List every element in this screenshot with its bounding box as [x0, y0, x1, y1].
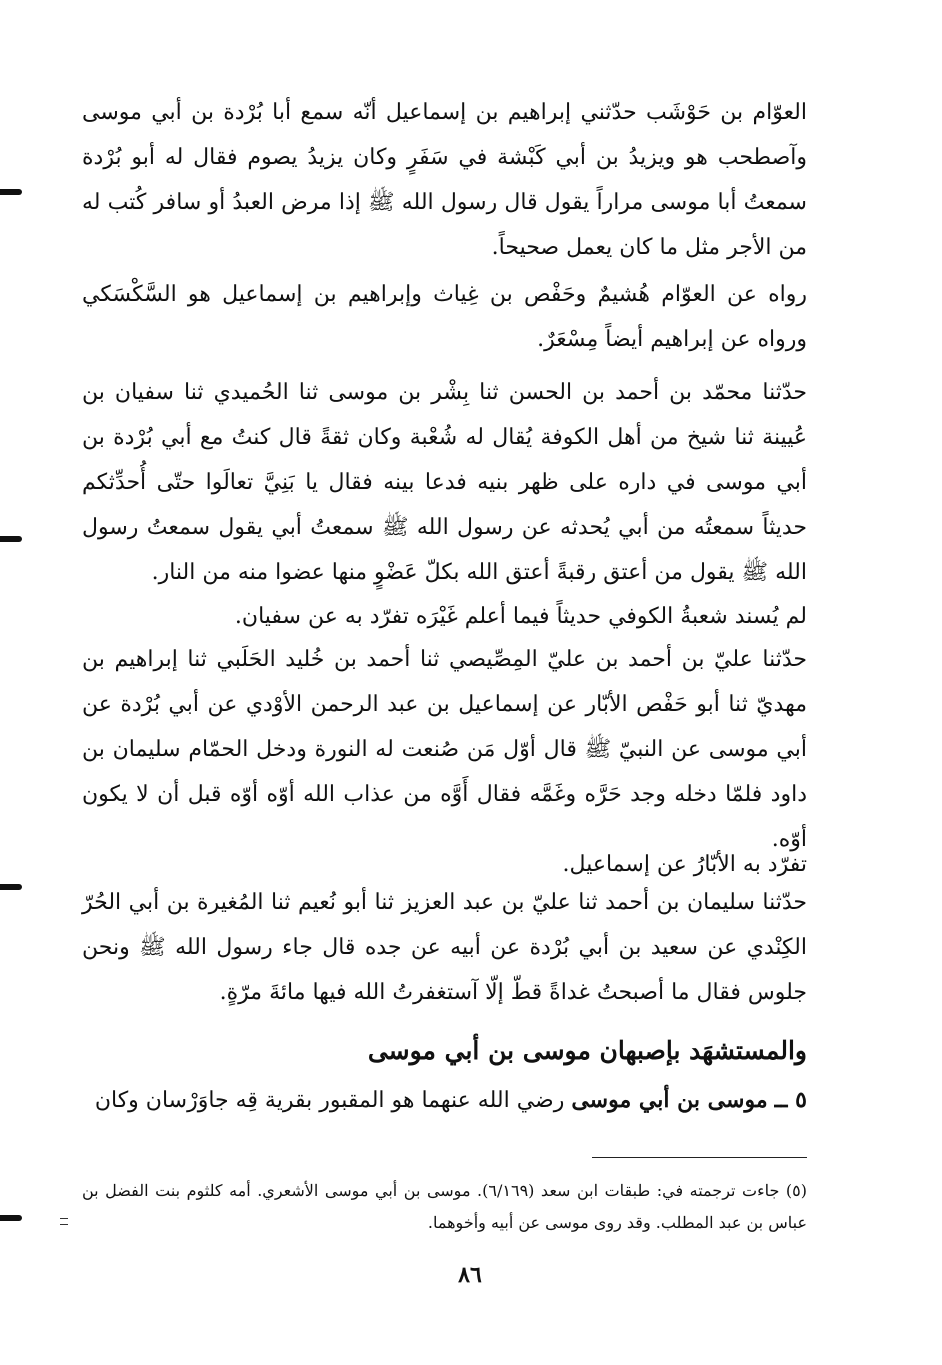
margin-mark — [60, 1218, 68, 1225]
paragraph-hadith-3: حدّثنا عليّ بن أحمد بن عليّ المِصِّيصي ثنا أحمد بن خُليد الحَلَبي ثنا إبراهيم بن مهديّ ثنا أبو حَفْص الأبّار عن إسماعيل بن عبد الرحمن الأوْدي عن أبي بُرْدة عن أبي موسى عن النبيّ ﷺ قال أوّل مَن صُنعت له النورة ودخل الحمّام سليمان بن داود فلمّا دخله وجد حَرَّه وغَمَّه فقال أَوَّه من عذاب الله أوّه أوّه قبل أن لا يكون أوّه. — [82, 647, 807, 852]
binding-mark — [0, 884, 22, 890]
binding-mark — [0, 1215, 22, 1221]
section-heading: والمستشهَد بإصبهان موسى بن أبي موسى — [367, 1036, 807, 1065]
entry-number: ٥ ــ — [774, 1087, 807, 1113]
biography-entry — [82, 1078, 807, 1123]
paragraph-narration-note: رواه عن العوّام هُشيمٌ وحَفْص بن غِياث وإبراهيم بن إسماعيل هو السَّكْسَكي ورواه عن إبراهيم أيضاً مِسْعَرٌ. — [82, 282, 807, 352]
footnote: (٥) جاءت ترجمته في: طبقات ابن سعد (٦/١٦٩). موسى بن أبي موسى الأشعري. أمه كلثوم بنت الفضل بن عباس بن عبد المطلب. وقد روى موسى عن أبيه وأخوهما. — [82, 1181, 807, 1232]
binding-mark — [0, 536, 22, 542]
paragraph-isnad-note: لم يُسند شعبةُ الكوفي حديثاً فيما أعلم غَيْرَه تفرّد به عن سفيان. — [234, 604, 807, 629]
page-number: ٨٦ — [458, 1262, 482, 1288]
entry-name: موسى بن أبي موسى — [571, 1087, 768, 1113]
footnote-divider — [592, 1157, 807, 1158]
entry-text: رضي الله عنهما هو المقبور بقرية قِه جاوَرْسان وكان — [94, 1088, 565, 1113]
paragraph-hadith-2: حدّثنا محمّد بن أحمد بن الحسن ثنا بِشْر بن موسى ثنا الحُميدي ثنا سفيان بن عُيينة ثنا شيخ من أهل الكوفة يُقال له شُعْبة وكان ثقةً قال كنتُ مع أبي بُرْدة بن أبي موسى في داره على ظهر بنيه فدعا بينه فقال يا بَنِيَّ تعالَوا حتّى أُحدِّثكم حديثاً سمعتُه من أبي يُحدثه عن رسول الله ﷺ سمعتُ أبي يقول سمعتُ رسول الله ﷺ يقول من أعتق رقبةً أعتق الله بكلّ عَضْوٍ منها عضوا منه من النار. — [82, 380, 807, 585]
paragraph-tafarrud-note: تفرّد به الأبّارُ عن إسماعيل. — [562, 852, 807, 877]
binding-mark — [0, 189, 22, 195]
paragraph-hadith-4: حدّثنا سليمان بن أحمد ثنا عليّ بن عبد العزيز ثنا أبو نُعيم ثنا المُغيرة بن أبي الحُرّ الكِنْدي عن سعيد بن أبي بُرْدة عن أبيه عن جده قال جاء رسول الله ﷺ ونحن جلوس فقال ما أصبحتُ غداةً قطّ إلّا آستغفرتُ الله فيها مائةَ مرّةٍ. — [82, 890, 807, 1005]
paragraph-hadith-1: العوّام بن حَوْشَب حدّثني إبراهيم بن إسماعيل أنّه سمع أبا بُرْدة بن أبي موسى وآصطحب هو ويزيدُ بن أبي كَبْشة في سَفَرٍ وكان يزيدُ يصوم فقال له أبو بُرْدة سمعتُ أبا موسى مراراً يقول قال رسول الله ﷺ إذا مرض العبدُ أو سافر كُتب له من الأجر مثل ما كان يعمل صحيحاً. — [82, 100, 807, 260]
